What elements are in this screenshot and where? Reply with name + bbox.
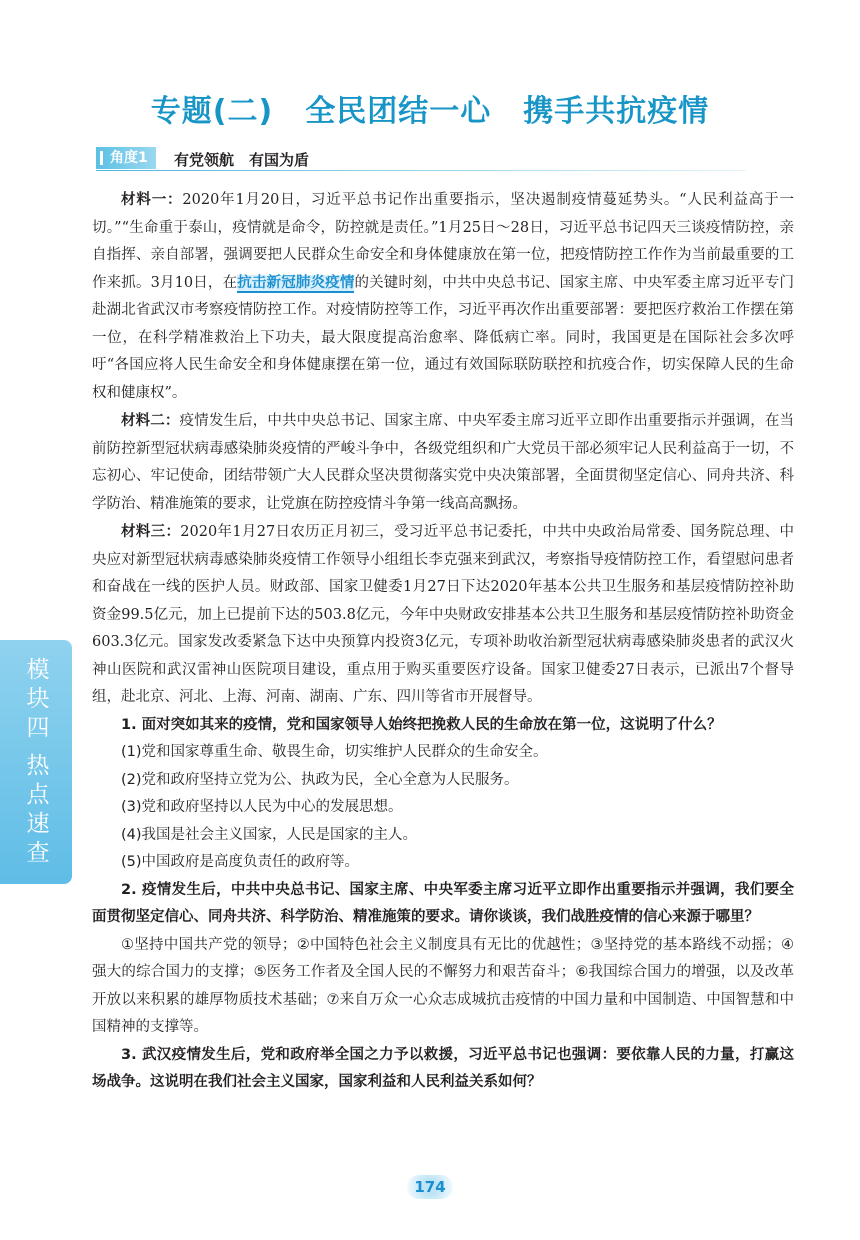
title-part-3: 携手共抗疫情 — [523, 94, 710, 129]
side-tab-section: 热点速查 — [26, 753, 50, 866]
answer-1-item: (1)党和国家尊重生命、敬畏生命，切实维护人民群众的生命安全。 — [121, 744, 548, 760]
material-1-lead: 材料一： — [121, 191, 183, 208]
answer-1-item: (3)党和政府坚持以人民为中心的发展思想。 — [121, 799, 403, 815]
content-body — [92, 186, 794, 1097]
material-3 — [92, 518, 794, 712]
page-number: 174 — [407, 1175, 453, 1199]
answer-1-item: (2)党和政府坚持立党为公、执政为民，全心全意为人民服务。 — [121, 771, 519, 788]
material-3-text: 2020年1月27日农历正月初三，受习近平总书记委托，中共中央政治局常委、国务院总理、中央应对新型冠状病毒感染肺炎疫情工作领导小组组长李克强来到武汉，考察指导疫情防控工作，看望慰问患者和奋战在一线的医护人员。财政部、国家卫健委1月27日下达2020年基本公共卫生服务和基层疫情防控补助资金99.5亿元，加上已提前下达的503.8亿元，今年中央财政安排基本公共卫生服务和基层疫情防控补助资金603.3亿元。国家发改委紧急下达中央预算内投资3亿元，专项补助收治新型冠状病毒感染肺炎患者的武汉火神山医院和武汉雷神山医院项目建设，重点用于购买重要医疗设备。国家卫健委27日表示，已派出7个督导组，赴北京、河北、上海、河南、湖南、广东、四川等省市开展督导。 — [92, 524, 794, 705]
side-tab-module: 模块四 — [26, 657, 50, 741]
page-title — [0, 86, 860, 130]
section-title: 有党领航 有国为盾 — [174, 151, 310, 169]
hyperlink-covid[interactable]: 抗击新冠肺炎疫情 — [237, 274, 355, 291]
material-1-text-b: 的关键时刻，中共中央总书记、国家主席、中央军委主席习近平专门赴湖北省武汉市考察疫情防控工作。对疫情防控等工作，习近平再次作出重要部署：要把医疗救治工作摆在第一位，在科学精准救治上下功夫，最大限度提高治愈率、降低病亡率。同时，我国更是在国际社会多次呼吁“各国应将人民生命安全和身体健康摆在第一位，通过有效国际联防联控和抗疫合作，切实保障人民的生命权和健康权”。 — [92, 274, 794, 401]
material-3-lead: 材料三： — [121, 523, 181, 540]
material-1-text-a: 2020年1月20日，习近平总书记作出重要指示，坚决遏制疫情蔓延势头。“人民利益高于一切。”“生命重于泰山，疫情就是命令，防控就是责任。”1月25日～28日，习近平总书记四天三谈疫情防控，亲自指挥、亲自部署，强调要把人民群众生命安全和身体健康放在第一位，把疫情防控工作作为当前最重要的工作来抓。3月10日，在 — [92, 192, 794, 291]
answer-2: ①坚持中国共产党的领导；②中国特色社会主义制度具有无比的优越性；③坚持党的基本路线不动摇；④强大的综合国力的支撑；⑤医务工作者及全国人民的不懈努力和艰苦奋斗；⑥我国综合国力的增强，以及改革开放以来积累的雄厚物质技术基础；⑦来自万众一心众志成城抗击疫情的中国力量和中国制造、中国智慧和中国精神的支撑等。 — [92, 936, 794, 1035]
title-part-2: 全民团结一心 — [305, 94, 492, 129]
question-2: 2. 疫情发生后，中共中央总书记、国家主席、中央军委主席习近平立即作出重要指示并强调，我们要全面贯彻坚定信心、同舟共济、科学防治、精准施策的要求。请你谈谈，我们战胜疫情的信心来源于哪里？ — [92, 881, 794, 925]
section-heading-bar — [96, 147, 746, 171]
answer-1-item: (5)中国政府是高度负责任的政府等。 — [121, 854, 360, 870]
material-1 — [92, 186, 794, 407]
question-1: 1. 面对突如其来的疫情，党和国家领导人始终把挽救人民的生命放在第一位，这说明了什么？ — [121, 716, 722, 733]
material-2 — [92, 407, 794, 518]
section-heading-rule — [96, 170, 746, 171]
material-2-text: 疫情发生后，中共中央总书记、国家主席、中央军委主席习近平立即作出重要指示并强调，在当前防控新型冠状病毒感染肺炎疫情的严峻斗争中，各级党组织和广大党员干部必须牢记人民利益高于一切，不忘初心、牢记使命，团结带领广大人民群众坚决贯彻落实党中央决策部署，全面贯彻坚定信心、同舟共济、科学防治、精准施策的要求，让党旗在防控疫情斗争第一线高高飘扬。 — [92, 413, 795, 512]
angle-badge: 角度1 — [96, 147, 156, 169]
question-3: 3. 武汉疫情发生后，党和政府举全国之力予以救援，习近平总书记也强调：要依靠人民的力量，打赢这场战争。这说明在我们社会主义国家，国家利益和人民利益关系如何？ — [92, 1046, 794, 1090]
material-2-lead: 材料二： — [121, 412, 180, 429]
answer-1-item: (4)我国是社会主义国家，人民是国家的主人。 — [121, 826, 418, 843]
module-side-tab — [0, 640, 72, 884]
title-part-1: 专题(二) — [150, 94, 274, 129]
